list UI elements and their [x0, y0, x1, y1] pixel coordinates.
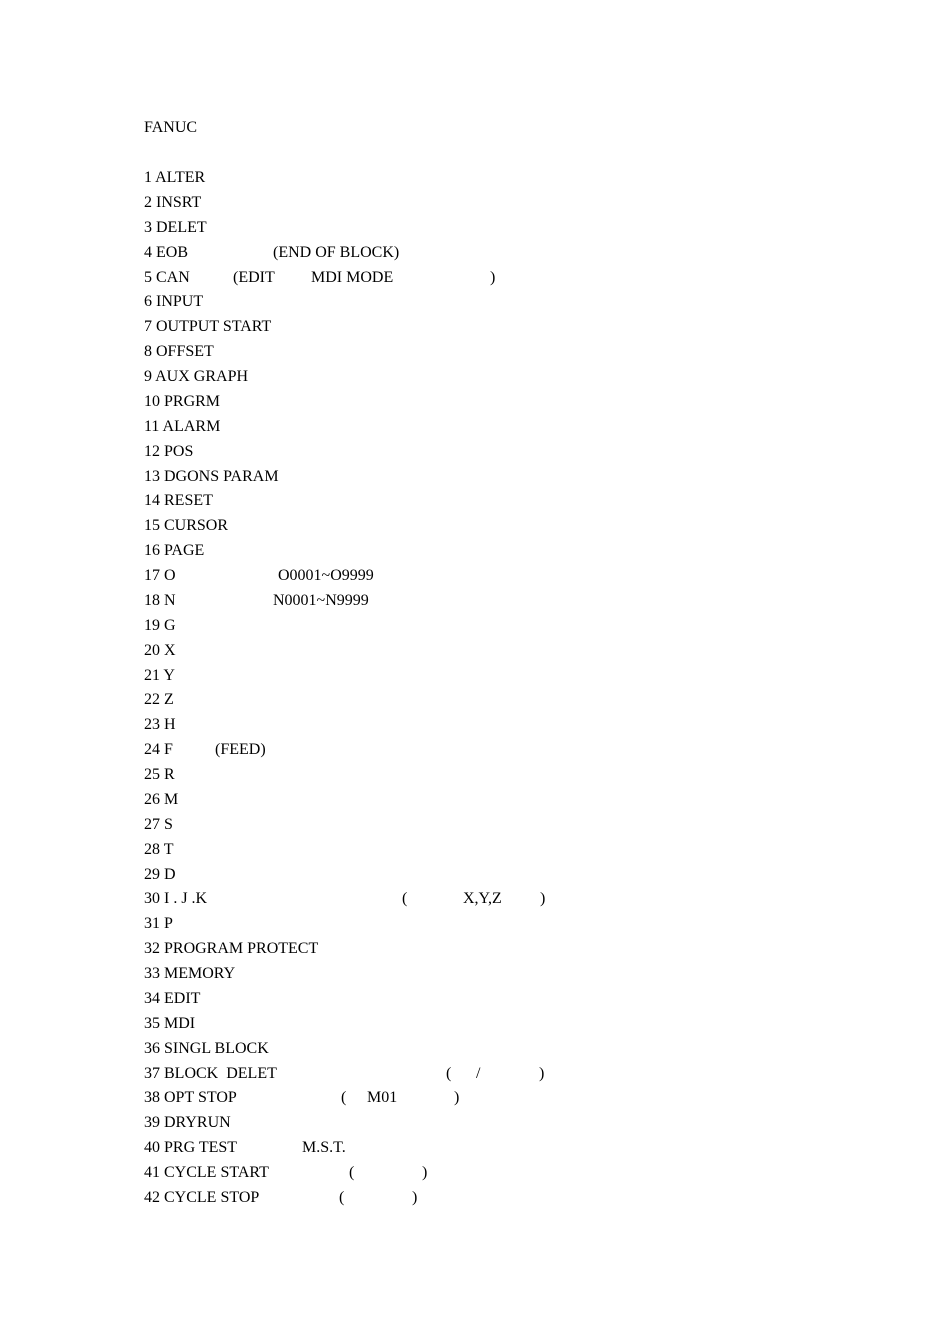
item-label: 32 PROGRAM PROTECT — [144, 940, 319, 958]
item-note: ) — [540, 890, 546, 908]
list-item — [144, 219, 904, 244]
item-label: 23 H — [144, 716, 176, 734]
item-label: 13 DGONS PARAM — [144, 467, 279, 485]
item-note: MDI MODE — [311, 268, 394, 286]
item-label: 29 D — [144, 865, 176, 883]
item-label: 27 S — [144, 815, 173, 833]
item-note: (EDIT — [233, 268, 275, 286]
list-item — [144, 816, 904, 841]
item-note: ) — [412, 1188, 418, 1206]
item-label: 34 EDIT — [144, 989, 201, 1007]
item-label: 6 INPUT — [144, 293, 204, 311]
item-label: 20 X — [144, 641, 176, 659]
list-item — [144, 318, 904, 343]
list-item — [144, 617, 904, 642]
document-title: FANUC — [144, 119, 198, 136]
item-label: 28 T — [144, 840, 174, 858]
list-item — [144, 492, 904, 517]
item-label: 15 CURSOR — [144, 517, 229, 535]
list-item — [144, 542, 904, 567]
item-label: 37 BLOCK DELET — [144, 1064, 277, 1082]
list-item — [144, 691, 904, 716]
item-note: ) — [454, 1089, 460, 1107]
list-item — [144, 716, 904, 741]
list-item — [144, 866, 904, 891]
item-label: 9 AUX GRAPH — [144, 368, 249, 385]
list-item — [144, 1114, 904, 1139]
item-label: 5 CAN — [144, 268, 190, 286]
item-label: 1 ALTER — [144, 169, 206, 186]
item-label: 38 OPT STOP — [144, 1089, 237, 1107]
item-label: 33 MEMORY — [144, 965, 236, 982]
item-label: 8 OFFSET — [144, 343, 214, 361]
item-label: 14 RESET — [144, 492, 213, 510]
list-item — [144, 642, 904, 667]
list-item — [144, 1189, 904, 1214]
item-label: 26 M — [144, 790, 179, 808]
list-item — [144, 517, 904, 542]
item-label: 12 POS — [144, 442, 194, 460]
list-item — [144, 418, 904, 443]
item-note: (FEED) — [215, 741, 266, 759]
item-label: 35 MDI — [144, 1014, 196, 1032]
item-note: ) — [422, 1164, 428, 1181]
list-item — [144, 194, 904, 219]
item-label: 10 PRGRM — [144, 392, 221, 410]
item-note: N0001~N9999 — [273, 591, 369, 609]
item-label: 42 CYCLE STOP — [144, 1188, 260, 1206]
item-note: / — [476, 1064, 481, 1082]
item-label: 30 I . J .K — [144, 890, 208, 908]
list-item — [144, 393, 904, 418]
list-item — [144, 841, 904, 866]
item-label: 40 PRG TEST — [144, 1139, 238, 1157]
list-item — [144, 915, 904, 940]
item-label: 19 G — [144, 616, 176, 634]
list-item — [144, 269, 904, 294]
item-note: ( — [446, 1064, 452, 1082]
item-label: 21 Y — [144, 666, 175, 684]
item-label: 36 SINGL BLOCK — [144, 1039, 269, 1057]
item-label: 18 N — [144, 591, 176, 609]
key-list — [144, 169, 904, 1214]
list-item — [144, 244, 904, 269]
list-item — [144, 990, 904, 1015]
item-label: 24 F — [144, 741, 173, 759]
list-item — [144, 940, 904, 965]
list-item — [144, 443, 904, 468]
list-item — [144, 766, 904, 791]
item-note: ( — [341, 1089, 347, 1107]
item-label: 16 PAGE — [144, 542, 205, 560]
list-item — [144, 343, 904, 368]
list-item — [144, 667, 904, 692]
list-item — [144, 965, 904, 990]
list-item — [144, 1065, 904, 1090]
list-item — [144, 741, 904, 766]
list-item — [144, 468, 904, 493]
item-note: ( — [339, 1188, 345, 1206]
item-note: (END OF BLOCK) — [273, 243, 400, 261]
item-note: ) — [539, 1064, 545, 1082]
item-label: 17 O — [144, 567, 176, 584]
item-label: 25 R — [144, 766, 175, 783]
item-label: 3 DELET — [144, 218, 207, 236]
item-label: 2 INSRT — [144, 193, 202, 211]
list-item — [144, 567, 904, 592]
item-label: 41 CYCLE START — [144, 1164, 269, 1181]
item-label: 11 ALARM — [144, 417, 221, 435]
list-item — [144, 791, 904, 816]
item-label: 31 P — [144, 915, 173, 933]
list-item — [144, 1040, 904, 1065]
item-note: ( — [402, 890, 408, 908]
item-note: ( — [349, 1164, 355, 1181]
list-item — [144, 1015, 904, 1040]
item-note: O0001~O9999 — [278, 567, 374, 584]
item-label: 39 DRYRUN — [144, 1114, 231, 1132]
item-label: 22 Z — [144, 691, 174, 709]
list-item — [144, 890, 904, 915]
list-item — [144, 1139, 904, 1164]
list-item — [144, 293, 904, 318]
item-note: M.S.T. — [302, 1139, 346, 1157]
list-item — [144, 368, 904, 393]
list-item — [144, 1089, 904, 1114]
item-note: ) — [490, 268, 496, 286]
list-item — [144, 169, 904, 194]
list-item — [144, 1164, 904, 1189]
item-label: 7 OUTPUT START — [144, 318, 272, 336]
list-item — [144, 592, 904, 617]
item-label: 4 EOB — [144, 243, 188, 261]
item-note: X,Y,Z — [463, 890, 502, 908]
item-note: M01 — [367, 1089, 398, 1107]
